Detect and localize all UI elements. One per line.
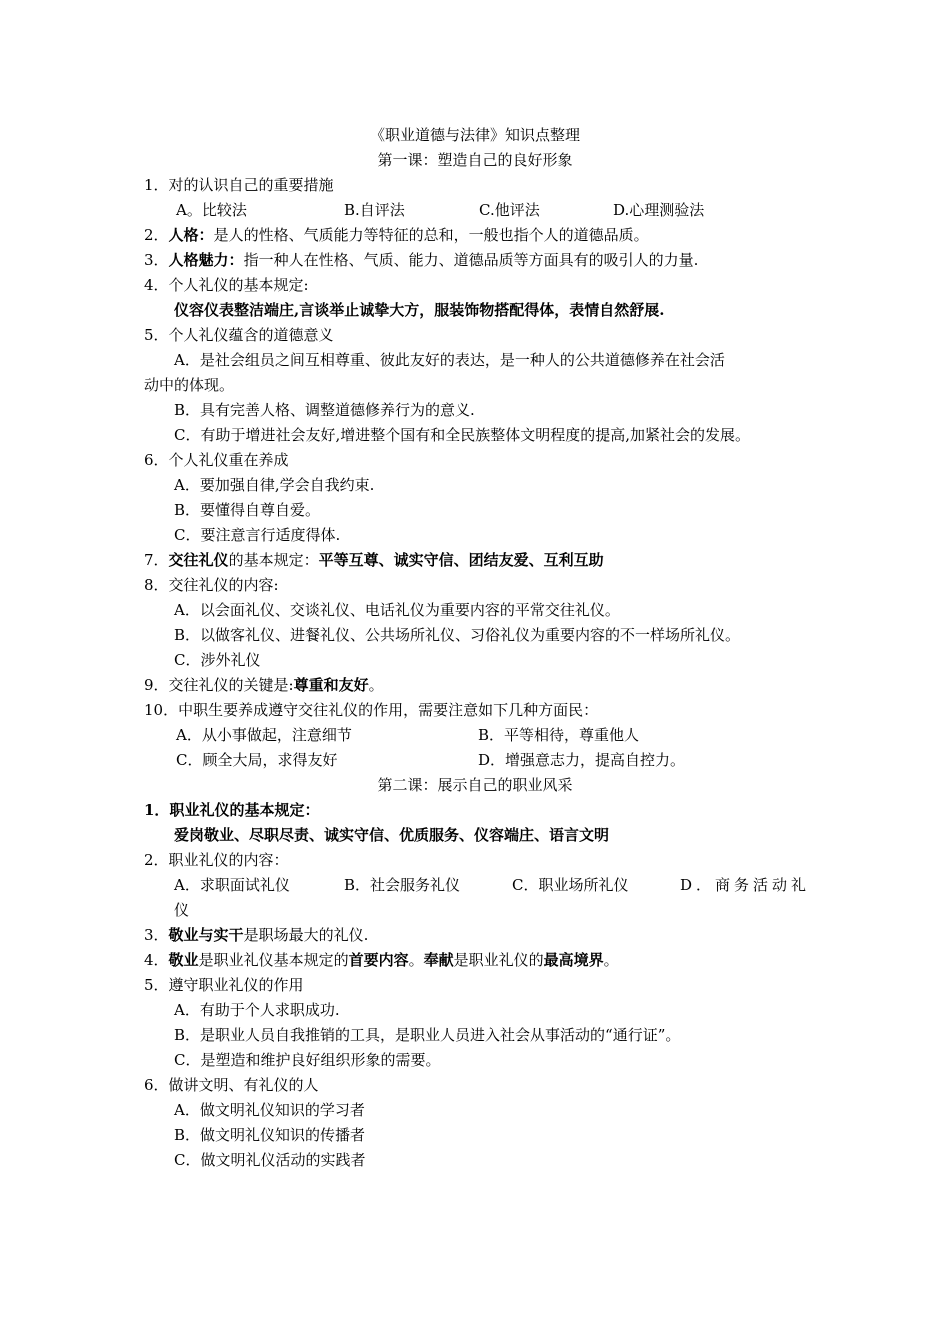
l1-q10-row2 xyxy=(0,750,950,770)
item-text: 遵守职业礼仪的作用 xyxy=(168,976,304,994)
l2-q5-b: B．是职业人员自我推销的工具，是职业人员进入社会从事活动的“通行证”。 xyxy=(174,1026,681,1044)
l1-q3 xyxy=(144,250,698,270)
l2-q6-b: B．做文明礼仪知识的传播者 xyxy=(174,1126,366,1144)
l2-q6 xyxy=(144,1075,319,1095)
option-d: D．商务活动礼 xyxy=(680,876,811,894)
l1-q1 xyxy=(144,175,334,195)
l1-q1-options xyxy=(0,200,950,220)
item-text: 。 xyxy=(408,951,424,969)
item-number: 5． xyxy=(144,976,169,994)
option-a: A．从小事做起，注意细节 xyxy=(176,726,352,744)
l2-q3 xyxy=(144,925,368,945)
option-a: A．求职面试礼仪 xyxy=(174,876,290,894)
item-text: 是职业礼仪基本规定的 xyxy=(198,951,349,969)
item-number: 7． xyxy=(144,551,169,569)
item-term: 首要内容 xyxy=(348,951,409,969)
lesson2-heading: 第二课：展示自己的职业风采 xyxy=(377,776,573,794)
l1-q5-a-cont: 动中的体现。 xyxy=(144,376,235,394)
item-text: 个人礼仪的基本规定: xyxy=(168,276,309,294)
item-term: 人格魅力： xyxy=(168,251,244,269)
option-d: D．增强意志力，提高自控力。 xyxy=(478,751,686,769)
item-number: 4． xyxy=(144,276,169,294)
document-title: 《职业道德与法律》知识点整理 xyxy=(369,126,580,144)
l1-q8 xyxy=(144,575,279,595)
l2-q1-answer: 爱岗敬业、尽职尽责、诚实守信、优质服务、仪容端庄、语言文明 xyxy=(174,826,610,844)
item-number: 2． xyxy=(144,226,169,244)
l1-q6 xyxy=(144,450,289,470)
item-number: 10． xyxy=(144,701,179,719)
item-text: 职业礼仪的内容： xyxy=(168,851,289,869)
item-number: 8． xyxy=(144,576,169,594)
item-number: 1． xyxy=(144,176,169,194)
item-end: 。 xyxy=(368,676,384,694)
l1-q8-c: C．涉外礼仪 xyxy=(174,651,261,669)
l2-q6-a: A．做文明礼仪知识的学习者 xyxy=(174,1101,365,1119)
l1-q6-a: A．要加强自律,学会自我约束. xyxy=(174,476,375,494)
item-text: 交往礼仪的内容: xyxy=(168,576,279,594)
item-number: 4． xyxy=(144,951,169,969)
l1-q9 xyxy=(144,675,384,695)
l2-q6-c: C．做文明礼仪活动的实践者 xyxy=(174,1151,366,1169)
l1-q10-row1 xyxy=(0,725,950,745)
l1-q6-c: C．要注意言行适度得体. xyxy=(174,526,341,544)
item-text: 中职生要养成遵守交往礼仪的作用，需要注意如下几种方面民： xyxy=(178,701,599,719)
l2-q1 xyxy=(144,800,319,820)
l1-q5-c: C．有助于增进社会友好,增进整个国有和全民族整体文明程度的提高,加紧社会的发展。 xyxy=(174,426,751,444)
l1-q5-a: A．是社会组员之间互相尊重、彼此友好的表达，是一种人的公共道德修养在社会活 xyxy=(174,351,725,369)
option-a: A。比较法 xyxy=(176,201,247,219)
l1-q6-b: B．要懂得自尊自爱。 xyxy=(174,501,321,519)
item-text: 是职场最大的礼仪. xyxy=(243,926,369,944)
l1-q2 xyxy=(144,225,649,245)
option-c: C．顾全大局，求得友好 xyxy=(176,751,338,769)
option-b: B．平等相待，尊重他人 xyxy=(478,726,640,744)
item-text: 指一种人在性格、气质、能力、道德品质等方面具有的吸引人的力量. xyxy=(243,251,699,269)
item-term: 敬业与实干 xyxy=(168,926,244,944)
item-term: 敬业 xyxy=(168,951,199,969)
l2-q2 xyxy=(144,850,289,870)
item-number: 9． xyxy=(144,676,169,694)
item-text: 个人礼仪蕴含的道德意义 xyxy=(168,326,334,344)
item-answer: 平等互尊、诚实守信、团结友爱、互利互助 xyxy=(318,551,604,569)
lesson1-heading: 第一课：塑造自己的良好形象 xyxy=(377,151,573,169)
l1-q8-a: A．以会面礼仪、交谈礼仪、电话礼仪为重要内容的平常交往礼仪。 xyxy=(174,601,620,619)
item-number: 6． xyxy=(144,451,169,469)
item-text: 是职业礼仪的 xyxy=(453,951,544,969)
item-number: 3． xyxy=(144,926,169,944)
item-text: 交往礼仪的关键是: xyxy=(168,676,294,694)
l1-q4-answer: 仪容仪表整洁端庄,言谈举止诚挚大方，服装饰物搭配得体，表情自然舒展. xyxy=(174,301,665,319)
item-term: 人格： xyxy=(168,226,214,244)
item-text: 对的认识自己的重要措施 xyxy=(168,176,334,194)
l1-q7 xyxy=(144,550,604,570)
item-text: 是人的性格、气质能力等特征的总和，一般也指个人的道德品质。 xyxy=(213,226,649,244)
item-term: 交往礼仪 xyxy=(168,551,229,569)
item-text: 职业礼仪的基本规定： xyxy=(169,801,320,819)
l2-q5-c: C．是塑造和维护良好组织形象的需要。 xyxy=(174,1051,441,1069)
item-text: 的基本规定： xyxy=(228,551,319,569)
l2-q2-wrap: 仪 xyxy=(174,901,190,919)
item-text: 个人礼仪重在养成 xyxy=(168,451,289,469)
item-term: 最高境界 xyxy=(543,951,604,969)
item-answer: 尊重和友好 xyxy=(293,676,369,694)
item-term: 奉献 xyxy=(423,951,454,969)
l2-q2-options xyxy=(0,875,950,895)
item-text: 。 xyxy=(603,951,619,969)
l1-q5 xyxy=(144,325,334,345)
item-number: 5． xyxy=(144,326,169,344)
item-number: 2． xyxy=(144,851,169,869)
item-number: 3． xyxy=(144,251,169,269)
l1-q5-b: B．具有完善人格、调整道德修养行为的意义. xyxy=(174,401,475,419)
l1-q10 xyxy=(144,700,598,720)
l1-q8-b: B．以做客礼仪、进餐礼仪、公共场所礼仪、习俗礼仪为重要内容的不一样场所礼仪。 xyxy=(174,626,741,644)
option-b: B.自评法 xyxy=(344,201,405,219)
option-b: B．社会服务礼仪 xyxy=(344,876,461,894)
l2-q4 xyxy=(144,950,619,970)
item-number: 6． xyxy=(144,1076,169,1094)
option-d: D.心理测验法 xyxy=(613,201,705,219)
l2-q5 xyxy=(144,975,304,995)
l2-q5-a: A．有助于个人求职成功. xyxy=(174,1001,340,1019)
item-text: 做讲文明、有礼仪的人 xyxy=(168,1076,319,1094)
option-c: C．职业场所礼仪 xyxy=(512,876,629,894)
item-number: 1． xyxy=(144,801,170,819)
l1-q4 xyxy=(144,275,309,295)
option-c: C.他评法 xyxy=(479,201,540,219)
